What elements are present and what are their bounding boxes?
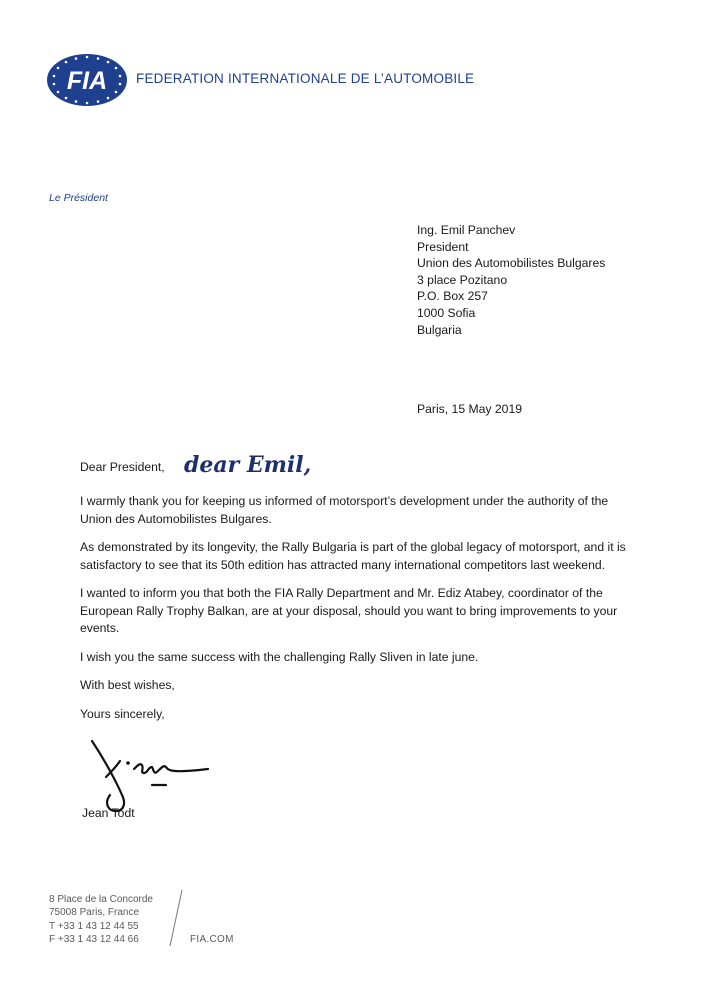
recipient-line: President (417, 239, 469, 254)
recipient-line: 1000 Sofia (417, 305, 476, 320)
footer-line: T +33 1 43 12 44 55 (49, 920, 139, 932)
fia-logo (45, 52, 129, 108)
svg-text:dear Emil,: dear Emil, (184, 452, 312, 478)
letter-date: Paris, 15 May 2019 (417, 402, 523, 416)
recipient-address (417, 222, 605, 338)
recipient-line: Bulgaria (417, 322, 462, 337)
recipient-line: Ing. Emil Panchev (417, 223, 516, 237)
recipient-line: P.O. Box 257 (417, 289, 488, 304)
body-paragraph: I warmly thank you for keeping us informed of motorsport’s development under the authority of the Union des Automobilistes Bulgares. (80, 494, 609, 526)
salutation: Dear President, (80, 460, 165, 474)
svg-text:FIA: FIA (66, 67, 108, 95)
body-paragraph: I wanted to inform you that both the FIA Rally Department and Mr. Ediz Atabey, coordinator of the European Rally Trophy Balkan, are at your disposal, should you want to bring improvements to your events. (80, 586, 618, 635)
footer-address (49, 893, 153, 946)
signature (82, 737, 222, 817)
footer-line: 75008 Paris, France (49, 907, 140, 919)
letter-body (80, 493, 640, 734)
footer-divider (160, 888, 190, 948)
recipient-line: Union des Automobilistes Bulgares (417, 256, 606, 271)
footer-website: FIA.COM (190, 934, 234, 945)
president-label: Le Président (49, 192, 108, 204)
body-paragraph: As demonstrated by its longevity, the Rally Bulgaria is part of the global legacy of motorsport, and it is satisfactory to see that its 50th edition has attracted many international competitors last weekend. (80, 540, 626, 572)
handwritten-greeting (180, 444, 330, 484)
recipient-line: 3 place Pozitano (417, 272, 508, 287)
organization-name: FEDERATION INTERNATIONALE DE L’AUTOMOBILE (136, 71, 475, 86)
closing-line: Yours sincerely, (80, 706, 165, 721)
body-paragraph: I wish you the same success with the challenging Rally Sliven in late june. (80, 649, 479, 664)
closing-line: With best wishes, (80, 678, 175, 692)
signer-name: Jean Todt (82, 806, 135, 820)
footer-line: F +33 1 43 12 44 66 (49, 933, 139, 945)
footer-line: 8 Place de la Concorde (49, 894, 153, 905)
